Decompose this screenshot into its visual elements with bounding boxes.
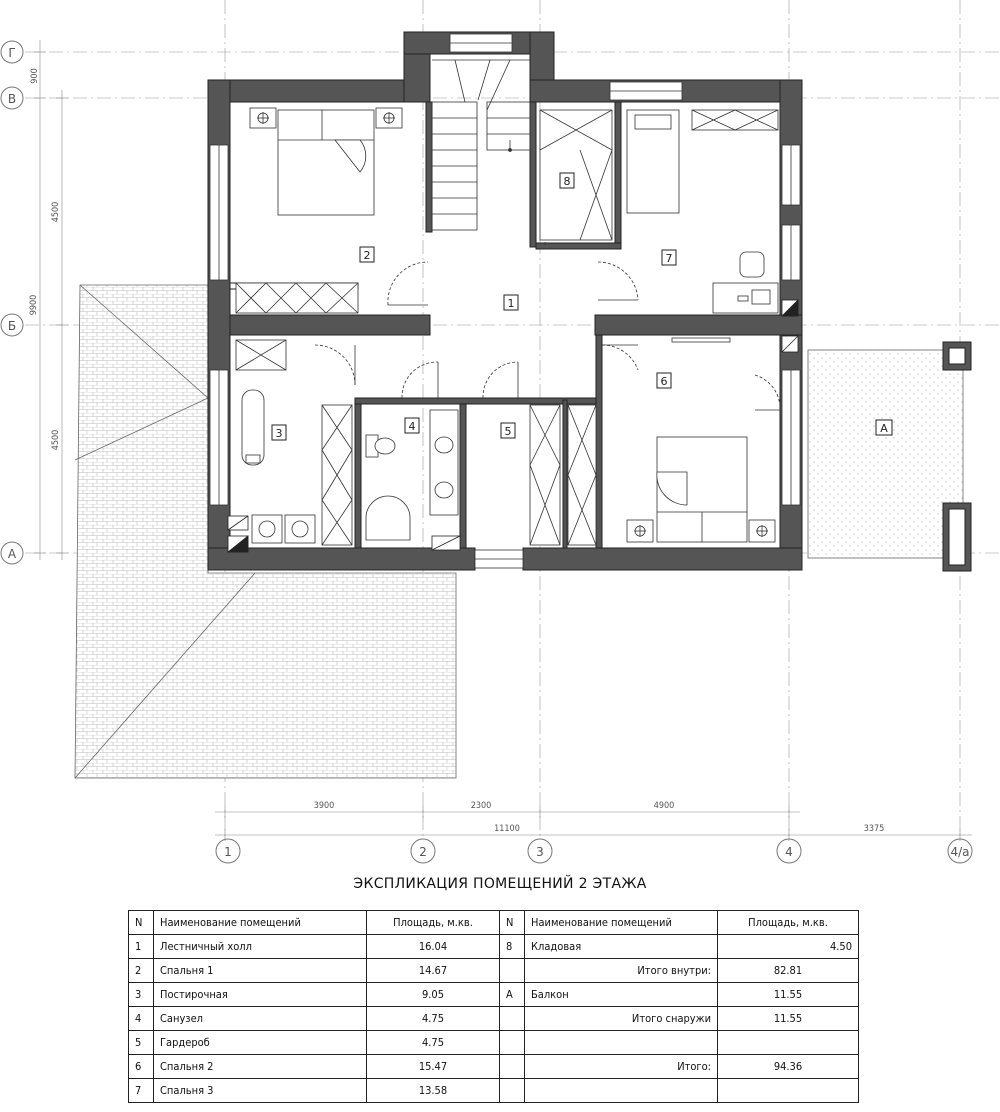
- table-row: [129, 1007, 859, 1031]
- explication-table: [128, 910, 859, 1103]
- header-name: Наименование помещений: [154, 911, 367, 935]
- table-row: [129, 1079, 859, 1103]
- cell-area: 15.47: [367, 1055, 500, 1079]
- header-name-2: Наименование помещений: [525, 911, 718, 935]
- cell-area: 16.04: [367, 935, 500, 959]
- svg-text:4: 4: [408, 420, 416, 433]
- cell-area: [718, 1031, 859, 1055]
- axis-marker-row: [1, 314, 23, 336]
- svg-text:3: 3: [275, 427, 283, 440]
- cell-n: 4: [129, 1007, 154, 1031]
- room-tag: [876, 420, 892, 435]
- cell-n: [500, 1079, 525, 1103]
- cell-area: 94.36: [718, 1055, 859, 1079]
- room-tag: [501, 423, 515, 438]
- cell-area: 4.50: [718, 935, 859, 959]
- cell-n: 7: [129, 1079, 154, 1103]
- svg-text:7: 7: [665, 252, 673, 265]
- room-tag: [560, 173, 574, 188]
- cell-area: 82.81: [718, 959, 859, 983]
- room-tag: [662, 250, 676, 265]
- cell-name: [525, 1079, 718, 1103]
- left-dimensions: [29, 40, 68, 560]
- cell-n: [500, 1031, 525, 1055]
- cell-area: 9.05: [367, 983, 500, 1007]
- axis-marker-col: [528, 839, 552, 863]
- cell-name: Балкон: [525, 983, 718, 1007]
- room-tag: [504, 295, 518, 310]
- table-row: [129, 959, 859, 983]
- svg-text:3: 3: [536, 845, 544, 859]
- cell-n: 6: [129, 1055, 154, 1079]
- axis-marker-col: [948, 839, 972, 863]
- svg-text:6: 6: [660, 375, 668, 388]
- dim-bottom-4900: 4900: [653, 801, 675, 811]
- table-header-row: [129, 911, 859, 935]
- cell-n: A: [500, 983, 525, 1007]
- dim-left-4500-bottom: 4500: [51, 429, 61, 451]
- cell-n: 3: [129, 983, 154, 1007]
- dim-bottom-3900: 3900: [313, 801, 335, 811]
- axis-marker-row: [1, 542, 23, 564]
- table-row: [129, 983, 859, 1007]
- room-tag: [360, 247, 374, 262]
- room-tag: [272, 425, 286, 440]
- cell-name: Итого:: [525, 1055, 718, 1079]
- cell-name: Спальня 2: [154, 1055, 367, 1079]
- svg-text:2: 2: [363, 249, 371, 262]
- cell-n: 8: [500, 935, 525, 959]
- cell-area: 11.55: [718, 983, 859, 1007]
- cell-name: Спальня 1: [154, 959, 367, 983]
- cell-area: 14.67: [367, 959, 500, 983]
- svg-text:5: 5: [504, 425, 512, 438]
- cell-n: 5: [129, 1031, 154, 1055]
- svg-text:Г: Г: [8, 46, 16, 60]
- axis-marker-col: [411, 839, 435, 863]
- dim-left-900: 900: [30, 68, 40, 84]
- cell-name: Гардероб: [154, 1031, 367, 1055]
- cell-area: 4.75: [367, 1031, 500, 1055]
- table-row: [129, 935, 859, 959]
- axis-marker-row: [1, 41, 23, 63]
- cell-name: Постирочная: [154, 983, 367, 1007]
- svg-text:1: 1: [507, 297, 515, 310]
- cell-n: 1: [129, 935, 154, 959]
- bottom-dimensions: [215, 801, 972, 841]
- axis-marker-row: [1, 87, 23, 109]
- svg-text:А: А: [7, 547, 17, 561]
- dim-left-4500-top: 4500: [51, 201, 61, 223]
- dim-bottom-3375: 3375: [863, 824, 885, 834]
- balcony: [808, 342, 971, 571]
- header-area-2: Площадь, м.кв.: [718, 911, 859, 935]
- cell-name: Лестничный холл: [154, 935, 367, 959]
- explication-title: ЭКСПЛИКАЦИЯ ПОМЕЩЕНИЙ 2 ЭТАЖА: [353, 876, 647, 892]
- cell-name: Итого внутри:: [525, 959, 718, 983]
- cell-n: [500, 959, 525, 983]
- room-tag: [657, 373, 671, 388]
- axis-marker-col: [216, 839, 240, 863]
- room-tag: [405, 418, 419, 433]
- cell-name: Санузел: [154, 1007, 367, 1031]
- staircase: [432, 60, 530, 230]
- cell-n: [500, 1055, 525, 1079]
- table-row: [129, 1031, 859, 1055]
- svg-text:4/a: 4/a: [950, 845, 970, 859]
- cell-name: Итого снаружи: [525, 1007, 718, 1031]
- cell-area: [718, 1079, 859, 1103]
- svg-text:Б: Б: [7, 319, 17, 333]
- axis-marker-col: [777, 839, 801, 863]
- dim-bottom-2300: 2300: [470, 801, 492, 811]
- table-row: [129, 1055, 859, 1079]
- col-axis-markers: [216, 839, 972, 863]
- svg-text:4: 4: [785, 845, 793, 859]
- cell-name: Спальня 3: [154, 1079, 367, 1103]
- cell-area: 4.75: [367, 1007, 500, 1031]
- header-area: Площадь, м.кв.: [367, 911, 500, 935]
- cell-n: [500, 1007, 525, 1031]
- dim-bottom-total: 11100: [494, 824, 520, 834]
- svg-text:В: В: [7, 92, 17, 106]
- cell-area: 13.58: [367, 1079, 500, 1103]
- row-axis-markers: [1, 41, 23, 564]
- svg-text:A: A: [880, 422, 888, 435]
- cell-n: 2: [129, 959, 154, 983]
- cell-name: Кладовая: [525, 935, 718, 959]
- cell-area: 11.55: [718, 1007, 859, 1031]
- svg-text:1: 1: [224, 845, 232, 859]
- header-n-2: N: [500, 911, 525, 935]
- svg-text:2: 2: [419, 845, 427, 859]
- cell-name: [525, 1031, 718, 1055]
- dim-left-9900: 9900: [29, 294, 39, 316]
- header-n: N: [129, 911, 154, 935]
- svg-text:8: 8: [563, 175, 571, 188]
